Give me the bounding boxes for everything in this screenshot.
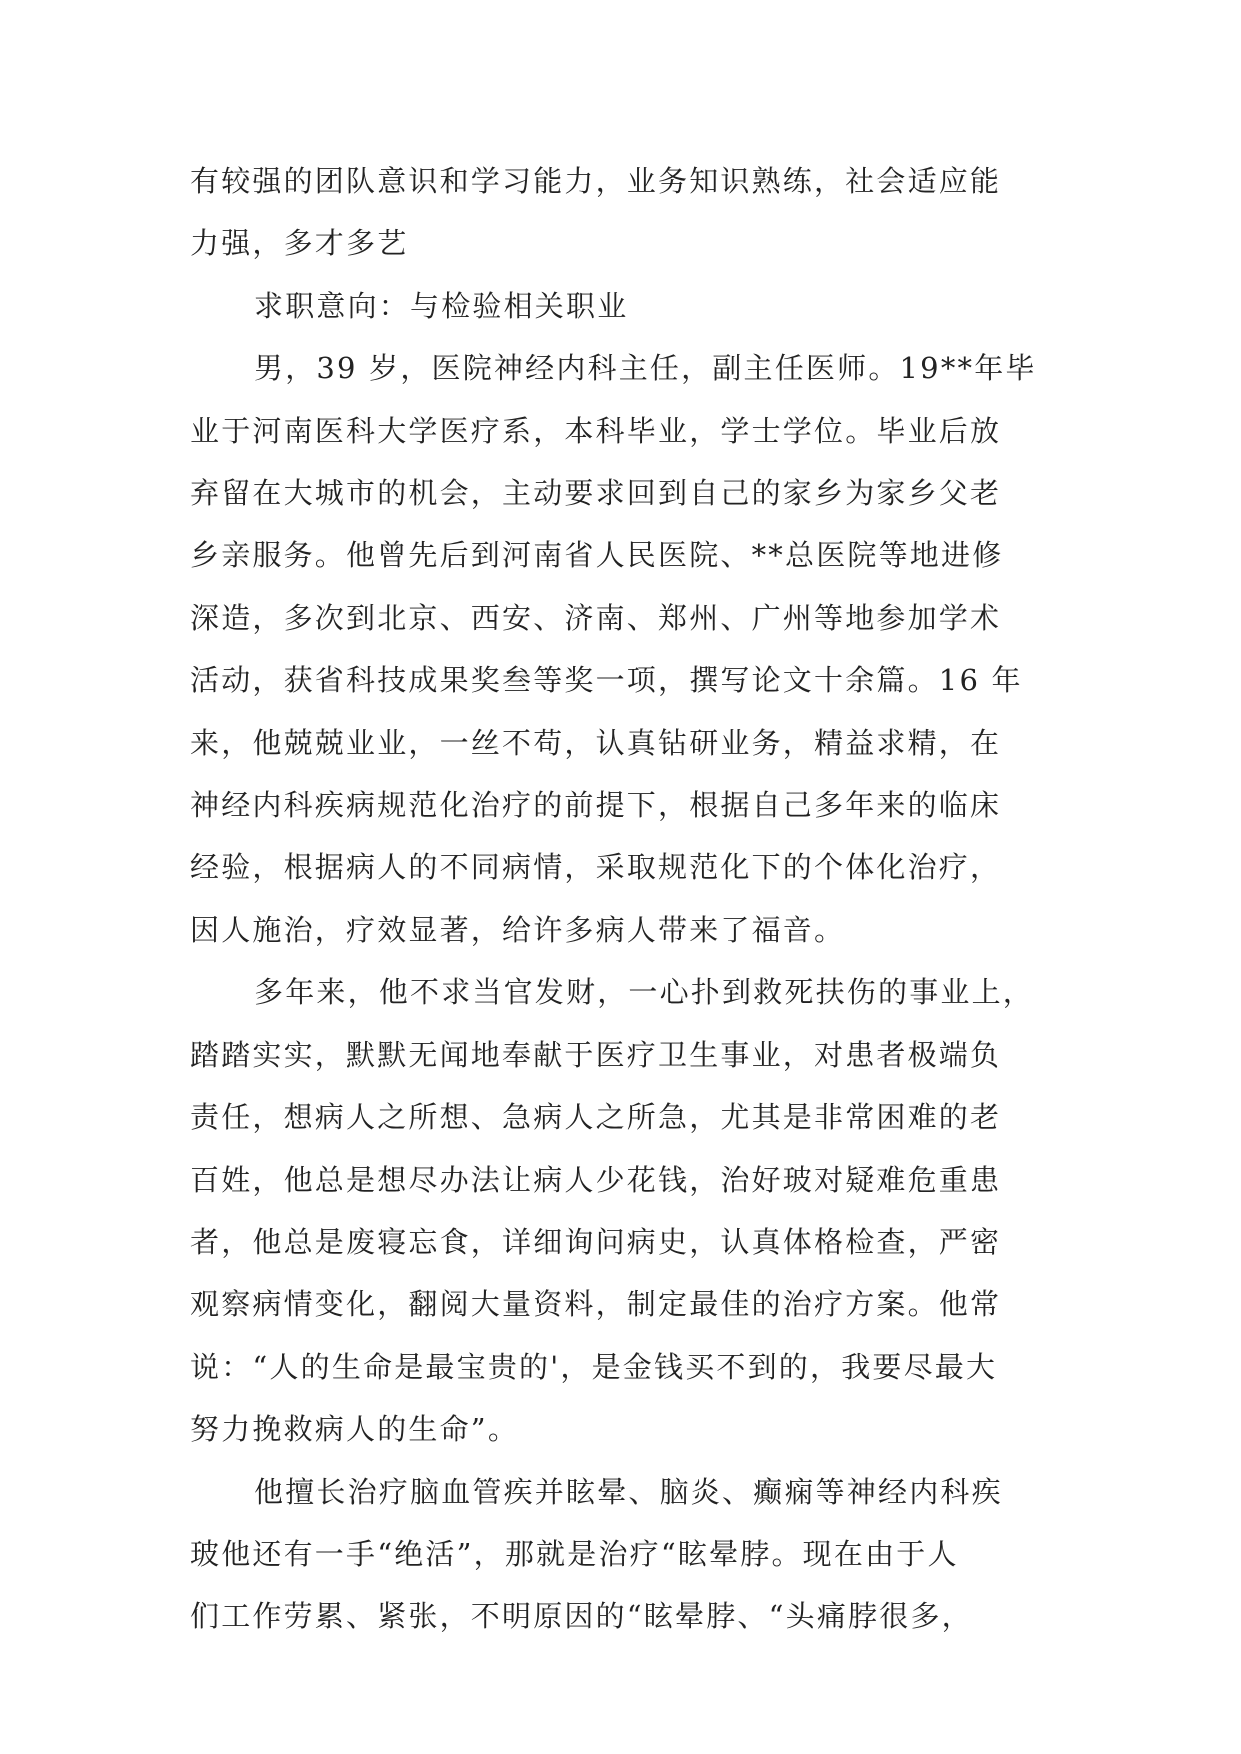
document-body [190, 150, 1050, 1648]
text-line: 踏踏实实，默默无闻地奉献于医疗卫生事业，对患者极端负 [190, 1037, 1002, 1072]
text-line: 力强，多才多艺 [190, 226, 409, 261]
text-line: 观察病情变化，翻阅大量资料，制定最佳的治疗方案。他常 [190, 1287, 1002, 1322]
paragraph-specialty [190, 1461, 1050, 1648]
text-line: 经验，根据病人的不同病情，采取规范化下的个体化治疗， [190, 850, 1002, 885]
text-line: 乡亲服务。他曾先后到河南省人民医院、**总医院等地进修 [190, 538, 1004, 573]
text-line: 者，他总是废寝忘食，详细询问病史，认真体格检查，严密 [190, 1224, 1002, 1259]
paragraph-dedication [190, 961, 1050, 1460]
text-line: 们工作劳累、紧张，不明原因的“眩晕脖、“头痛脖很多， [190, 1599, 973, 1634]
paragraph-profile [190, 337, 1050, 961]
text-line: 男，39 岁，医院神经内科主任，副主任医师。19**年毕 [254, 351, 1037, 386]
text-line: 因人施治，疗效显著，给许多病人带来了福音。 [190, 912, 846, 947]
text-line: 深造，多次到北京、西安、济南、郑州、广州等地参加学术 [190, 600, 1002, 635]
text-line: 多年来，他不求当官发财，一心扑到救死扶伤的事业上， [254, 975, 1035, 1010]
text-line: 活动，获省科技成果奖叁等奖一项，撰写论文十余篇。16 年 [190, 663, 1023, 698]
text-line: 玻他还有一手“绝活”，那就是治疗“眩晕脖。现在由于人 [190, 1536, 959, 1571]
paragraph-job-intention [190, 275, 1050, 337]
text-line: 有较强的团队意识和学习能力，业务知识熟练，社会适应能 [190, 164, 1002, 198]
text-line: 说：“人的生命是最宝贵的'，是金钱买不到的，我要尽最大 [190, 1349, 998, 1384]
text-line: 弃留在大城市的机会，主动要求回到自己的家乡为家乡父老 [190, 476, 1002, 511]
text-line: 努力挽救病人的生命”。 [190, 1412, 520, 1447]
text-line: 责任，想病人之所想、急病人之所急，尤其是非常困难的老 [190, 1100, 1002, 1135]
paragraph-strengths [190, 150, 1050, 275]
text-line: 来，他兢兢业业，一丝不苟，认真钻研业务，精益求精，在 [190, 725, 1002, 760]
text-line: 百姓，他总是想尽办法让病人少花钱，治好玻对疑难危重患 [190, 1162, 1002, 1197]
text-line: 业于河南医科大学医疗系，本科毕业，学士学位。毕业后放 [190, 413, 1002, 448]
text-line: 神经内科疾病规范化治疗的前提下，根据自己多年来的临床 [190, 788, 1002, 823]
text-line: 他擅长治疗脑血管疾并眩晕、脑炎、癫痫等神经内科疾 [254, 1474, 1003, 1509]
text-line: 求职意向：与检验相关职业 [254, 288, 629, 323]
